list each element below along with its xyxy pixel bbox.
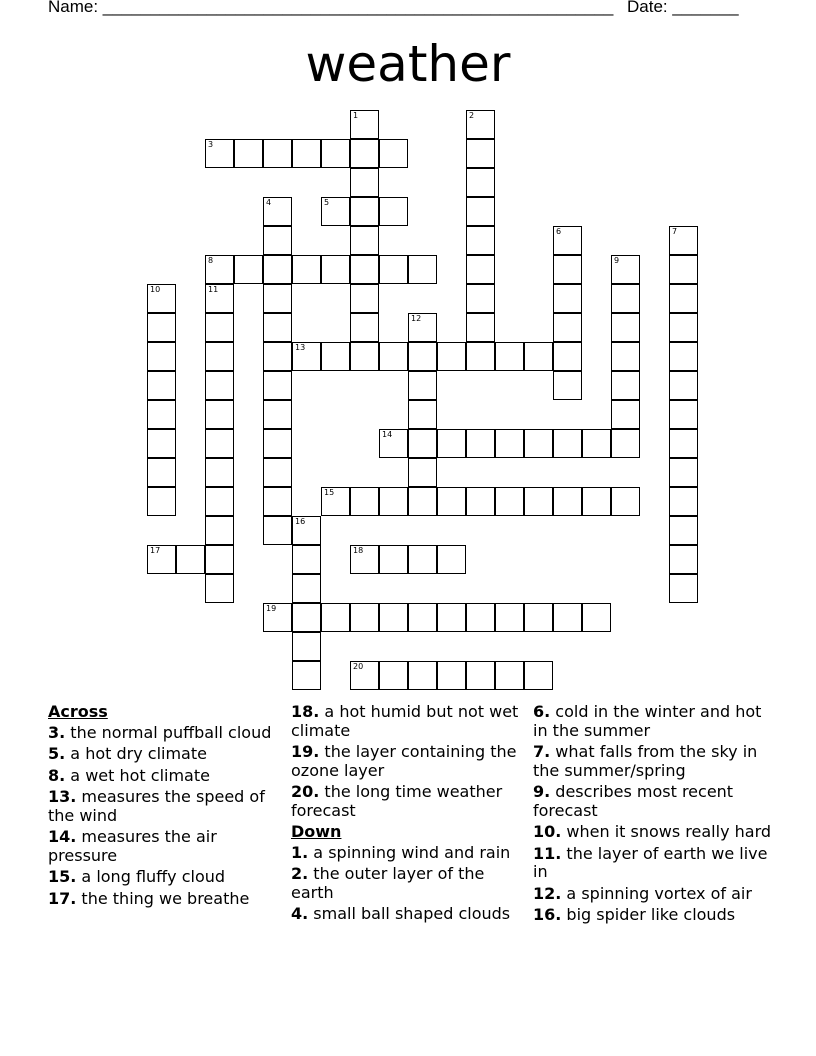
grid-cell[interactable] xyxy=(466,197,495,226)
clue-item-text: the thing we breathe xyxy=(76,888,250,908)
grid-cell[interactable] xyxy=(234,255,263,284)
grid-cell[interactable] xyxy=(553,429,582,458)
clue-item-text: describes most recent forecast xyxy=(533,782,734,820)
grid-cell[interactable] xyxy=(263,603,292,632)
clue-item xyxy=(533,885,773,904)
grid-cell[interactable] xyxy=(350,603,379,632)
clue-item-number: 18. xyxy=(291,702,320,721)
grid-cell[interactable] xyxy=(379,197,408,226)
grid-cell[interactable] xyxy=(379,603,408,632)
clue-item xyxy=(533,823,773,842)
grid-cell[interactable] xyxy=(263,371,292,400)
clue-item xyxy=(48,890,283,909)
grid-cell[interactable] xyxy=(205,284,234,313)
clue-item xyxy=(533,783,773,820)
grid-cell[interactable] xyxy=(408,255,437,284)
grid-cell[interactable] xyxy=(205,313,234,342)
grid-cell[interactable] xyxy=(205,574,234,603)
clues-column-3 xyxy=(533,703,773,928)
grid-cell[interactable] xyxy=(350,110,379,139)
grid-cell[interactable] xyxy=(292,545,321,574)
grid-cell[interactable] xyxy=(321,487,350,516)
clue-number: 5 xyxy=(324,198,330,207)
grid-cell[interactable] xyxy=(408,371,437,400)
clue-item xyxy=(533,743,773,780)
name-line: Name: ______________________________________________________ xyxy=(48,0,614,16)
clue-item-text: the outer layer of the earth xyxy=(291,864,485,902)
puzzle-title: weather xyxy=(305,35,511,93)
grid-cell[interactable] xyxy=(147,284,176,313)
grid-cell[interactable] xyxy=(321,139,350,168)
clue-item-number: 10. xyxy=(533,822,562,841)
across-heading: Across xyxy=(48,702,108,721)
grid-cell[interactable] xyxy=(466,110,495,139)
down-clue-list xyxy=(291,844,526,924)
clue-number: 2 xyxy=(469,111,475,120)
grid-cell[interactable] xyxy=(292,632,321,661)
clue-item xyxy=(533,906,773,925)
grid-cell[interactable] xyxy=(495,342,524,371)
clue-item xyxy=(291,865,526,902)
grid-cell[interactable] xyxy=(495,487,524,516)
grid-cell[interactable] xyxy=(553,226,582,255)
grid-cell[interactable] xyxy=(466,603,495,632)
grid-cell[interactable] xyxy=(147,371,176,400)
grid-cell[interactable] xyxy=(350,661,379,690)
grid-cell[interactable] xyxy=(292,603,321,632)
clues-column-2 xyxy=(291,703,526,927)
grid-cell[interactable] xyxy=(553,284,582,313)
grid-cell[interactable] xyxy=(466,168,495,197)
grid-cell[interactable] xyxy=(205,516,234,545)
grid-cell[interactable] xyxy=(147,313,176,342)
grid-cell[interactable] xyxy=(292,516,321,545)
grid-cell[interactable] xyxy=(466,313,495,342)
clue-item-text: a wet hot climate xyxy=(65,765,210,785)
grid-cell[interactable] xyxy=(669,226,698,255)
clue-item-text: measures the air pressure xyxy=(48,827,217,865)
clue-item-number: 19. xyxy=(291,742,320,761)
clue-number: 13 xyxy=(295,343,306,352)
clue-number: 12 xyxy=(411,314,422,323)
grid-cell[interactable] xyxy=(292,342,321,371)
grid-cell[interactable] xyxy=(350,255,379,284)
across-clue-list xyxy=(48,724,283,909)
grid-cell[interactable] xyxy=(582,603,611,632)
grid-cell[interactable] xyxy=(408,313,437,342)
clue-number: 4 xyxy=(266,198,272,207)
clue-number: 19 xyxy=(266,604,277,613)
grid-cell[interactable] xyxy=(408,661,437,690)
grid-cell[interactable] xyxy=(147,545,176,574)
clue-number: 11 xyxy=(208,285,219,294)
grid-cell[interactable] xyxy=(321,255,350,284)
clue-item-number: 17. xyxy=(48,888,77,908)
grid-cell[interactable] xyxy=(466,226,495,255)
clue-item-number: 5. xyxy=(48,744,66,763)
down-heading: Down xyxy=(291,822,342,841)
grid-cell[interactable] xyxy=(669,516,698,545)
grid-cell[interactable] xyxy=(466,139,495,168)
grid-cell[interactable] xyxy=(669,255,698,284)
clue-item xyxy=(48,868,283,887)
grid-cell[interactable] xyxy=(350,139,379,168)
grid-cell[interactable] xyxy=(524,342,553,371)
grid-cell[interactable] xyxy=(263,458,292,487)
clue-item-number: 14. xyxy=(48,827,77,846)
grid-cell[interactable] xyxy=(263,516,292,545)
grid-cell[interactable] xyxy=(147,342,176,371)
grid-cell[interactable] xyxy=(495,429,524,458)
grid-cell[interactable] xyxy=(466,284,495,313)
grid-cell[interactable] xyxy=(437,487,466,516)
clue-item xyxy=(291,783,526,820)
grid-cell[interactable] xyxy=(379,545,408,574)
grid-cell[interactable] xyxy=(669,429,698,458)
grid-cell[interactable] xyxy=(408,545,437,574)
grid-cell[interactable] xyxy=(553,255,582,284)
clue-item-text: what falls from the sky in the summer/spring xyxy=(533,742,758,780)
grid-cell[interactable] xyxy=(350,168,379,197)
clue-item xyxy=(533,845,773,882)
grid-cell[interactable] xyxy=(611,313,640,342)
grid-cell[interactable] xyxy=(234,139,263,168)
grid-cell[interactable] xyxy=(263,255,292,284)
grid-cell[interactable] xyxy=(147,458,176,487)
grid-cell[interactable] xyxy=(408,429,437,458)
clue-item-text: measures the speed of the wind xyxy=(48,787,265,825)
grid-cell[interactable] xyxy=(466,255,495,284)
grid-cell[interactable] xyxy=(263,284,292,313)
grid-cell[interactable] xyxy=(553,371,582,400)
clue-number: 18 xyxy=(353,546,364,555)
clue-item-text: big spider like clouds xyxy=(561,905,736,924)
grid-cell[interactable] xyxy=(669,458,698,487)
clue-number: 17 xyxy=(150,546,161,555)
clue-item-text: a spinning vortex of air xyxy=(561,883,752,903)
clue-item-number: 11. xyxy=(533,843,562,863)
clue-item-text: the normal puffball cloud xyxy=(65,722,272,742)
grid-cell[interactable] xyxy=(379,487,408,516)
grid-cell[interactable] xyxy=(205,342,234,371)
clue-item-number: 3. xyxy=(48,722,66,742)
grid-cell[interactable] xyxy=(466,429,495,458)
clue-item-number: 1. xyxy=(291,842,309,862)
grid-cell[interactable] xyxy=(321,603,350,632)
grid-cell[interactable] xyxy=(408,400,437,429)
clue-number: 16 xyxy=(295,517,306,526)
grid-cell[interactable] xyxy=(292,139,321,168)
clue-item-number: 13. xyxy=(48,787,77,806)
grid-cell[interactable] xyxy=(553,313,582,342)
clue-item-number: 4. xyxy=(291,904,309,923)
clue-number: 3 xyxy=(208,140,214,149)
grid-cell[interactable] xyxy=(379,255,408,284)
clue-item xyxy=(48,788,283,825)
grid-cell[interactable] xyxy=(263,487,292,516)
clue-number: 15 xyxy=(324,488,335,497)
grid-cell[interactable] xyxy=(669,371,698,400)
grid-cell[interactable] xyxy=(524,661,553,690)
date-line: Date: _______ xyxy=(627,0,739,16)
clue-item-text: the long time weather forecast xyxy=(291,782,503,820)
grid-cell[interactable] xyxy=(350,197,379,226)
grid-cell[interactable] xyxy=(669,400,698,429)
grid-cell[interactable] xyxy=(379,342,408,371)
grid-cell[interactable] xyxy=(669,342,698,371)
clue-number: 10 xyxy=(150,285,161,294)
grid-cell[interactable] xyxy=(350,313,379,342)
clue-item xyxy=(291,905,526,924)
grid-cell[interactable] xyxy=(205,371,234,400)
grid-cell[interactable] xyxy=(611,371,640,400)
grid-cell[interactable] xyxy=(205,545,234,574)
clue-number: 14 xyxy=(382,430,393,439)
clue-item-text: a long fluffy cloud xyxy=(76,867,226,886)
grid-cell[interactable] xyxy=(466,487,495,516)
clue-item-text: a hot dry climate xyxy=(65,744,207,763)
grid-cell[interactable] xyxy=(437,342,466,371)
grid-cell[interactable] xyxy=(553,342,582,371)
clue-number: 9 xyxy=(614,256,620,265)
grid-cell[interactable] xyxy=(611,429,640,458)
down-clue-list-continued xyxy=(533,703,773,925)
clue-item xyxy=(48,724,283,743)
grid-cell[interactable] xyxy=(611,284,640,313)
clue-item-number: 16. xyxy=(533,905,562,924)
grid-cell[interactable] xyxy=(205,429,234,458)
grid-cell[interactable] xyxy=(379,429,408,458)
grid-cell[interactable] xyxy=(408,603,437,632)
grid-cell[interactable] xyxy=(263,400,292,429)
grid-cell[interactable] xyxy=(669,574,698,603)
clue-item-text: the layer containing the ozone layer xyxy=(291,742,517,780)
grid-cell[interactable] xyxy=(611,342,640,371)
clue-number: 20 xyxy=(353,662,364,671)
grid-cell[interactable] xyxy=(205,458,234,487)
grid-cell[interactable] xyxy=(524,487,553,516)
grid-cell[interactable] xyxy=(292,255,321,284)
grid-cell[interactable] xyxy=(350,545,379,574)
clue-item-number: 2. xyxy=(291,864,309,883)
grid-cell[interactable] xyxy=(408,458,437,487)
grid-cell[interactable] xyxy=(437,429,466,458)
clue-item-number: 9. xyxy=(533,782,551,801)
clue-item xyxy=(533,703,773,740)
clue-item-text: cold in the winter and hot in the summer xyxy=(533,702,762,740)
clue-item xyxy=(291,703,526,740)
grid-cell[interactable] xyxy=(553,603,582,632)
clue-item xyxy=(48,828,283,865)
grid-cell[interactable] xyxy=(205,487,234,516)
grid-cell[interactable] xyxy=(321,197,350,226)
clue-item xyxy=(291,844,526,863)
grid-cell[interactable] xyxy=(147,487,176,516)
grid-cell[interactable] xyxy=(437,603,466,632)
grid-cell[interactable] xyxy=(408,342,437,371)
grid-cell[interactable] xyxy=(611,487,640,516)
grid-cell[interactable] xyxy=(582,487,611,516)
clue-item xyxy=(48,745,283,764)
across-clue-list-continued xyxy=(291,703,526,820)
clue-item-number: 12. xyxy=(533,883,562,903)
grid-cell[interactable] xyxy=(350,342,379,371)
clue-item-number: 6. xyxy=(533,702,551,721)
grid-cell[interactable] xyxy=(321,342,350,371)
grid-cell[interactable] xyxy=(350,284,379,313)
grid-cell[interactable] xyxy=(466,661,495,690)
grid-cell[interactable] xyxy=(524,603,553,632)
clue-item-number: 20. xyxy=(291,782,320,801)
grid-cell[interactable] xyxy=(669,487,698,516)
grid-cell[interactable] xyxy=(495,603,524,632)
clue-item xyxy=(48,767,283,786)
clue-item-number: 7. xyxy=(533,742,551,761)
grid-cell[interactable] xyxy=(292,661,321,690)
grid-cell[interactable] xyxy=(263,342,292,371)
grid-cell[interactable] xyxy=(611,400,640,429)
grid-cell[interactable] xyxy=(669,545,698,574)
grid-cell[interactable] xyxy=(263,429,292,458)
grid-cell[interactable] xyxy=(205,255,234,284)
grid-cell[interactable] xyxy=(437,661,466,690)
grid-cell[interactable] xyxy=(147,400,176,429)
clue-item-text: a hot humid but not wet climate xyxy=(291,702,519,740)
grid-cell[interactable] xyxy=(495,661,524,690)
grid-cell[interactable] xyxy=(350,487,379,516)
grid-cell[interactable] xyxy=(582,429,611,458)
grid-cell[interactable] xyxy=(611,255,640,284)
clue-item-text: small ball shaped clouds xyxy=(308,904,511,923)
clue-item-number: 8. xyxy=(48,765,66,785)
clues-column-1 xyxy=(48,703,283,911)
clue-number: 8 xyxy=(208,256,214,265)
clue-item-text: when it snows really hard xyxy=(561,822,772,841)
grid-cell[interactable] xyxy=(437,545,466,574)
grid-cell[interactable] xyxy=(292,574,321,603)
grid-cell[interactable] xyxy=(147,429,176,458)
grid-cell[interactable] xyxy=(669,284,698,313)
grid-cell[interactable] xyxy=(350,226,379,255)
grid-cell[interactable] xyxy=(466,342,495,371)
grid-cell[interactable] xyxy=(408,487,437,516)
clue-number: 7 xyxy=(672,227,678,236)
grid-cell[interactable] xyxy=(176,545,205,574)
clue-item xyxy=(291,743,526,780)
grid-cell[interactable] xyxy=(205,139,234,168)
clue-number: 1 xyxy=(353,111,359,120)
grid-cell[interactable] xyxy=(205,400,234,429)
grid-cell[interactable] xyxy=(263,313,292,342)
grid-cell[interactable] xyxy=(263,139,292,168)
clue-item-number: 15. xyxy=(48,867,77,886)
grid-cell[interactable] xyxy=(524,429,553,458)
grid-cell[interactable] xyxy=(553,487,582,516)
grid-cell[interactable] xyxy=(263,226,292,255)
grid-cell[interactable] xyxy=(669,313,698,342)
grid-cell[interactable] xyxy=(263,197,292,226)
clue-item-text: a spinning wind and rain xyxy=(308,842,511,862)
clue-number: 6 xyxy=(556,227,562,236)
grid-cell[interactable] xyxy=(379,139,408,168)
clue-item-text: the layer of earth we live in xyxy=(533,843,768,881)
grid-cell[interactable] xyxy=(379,661,408,690)
